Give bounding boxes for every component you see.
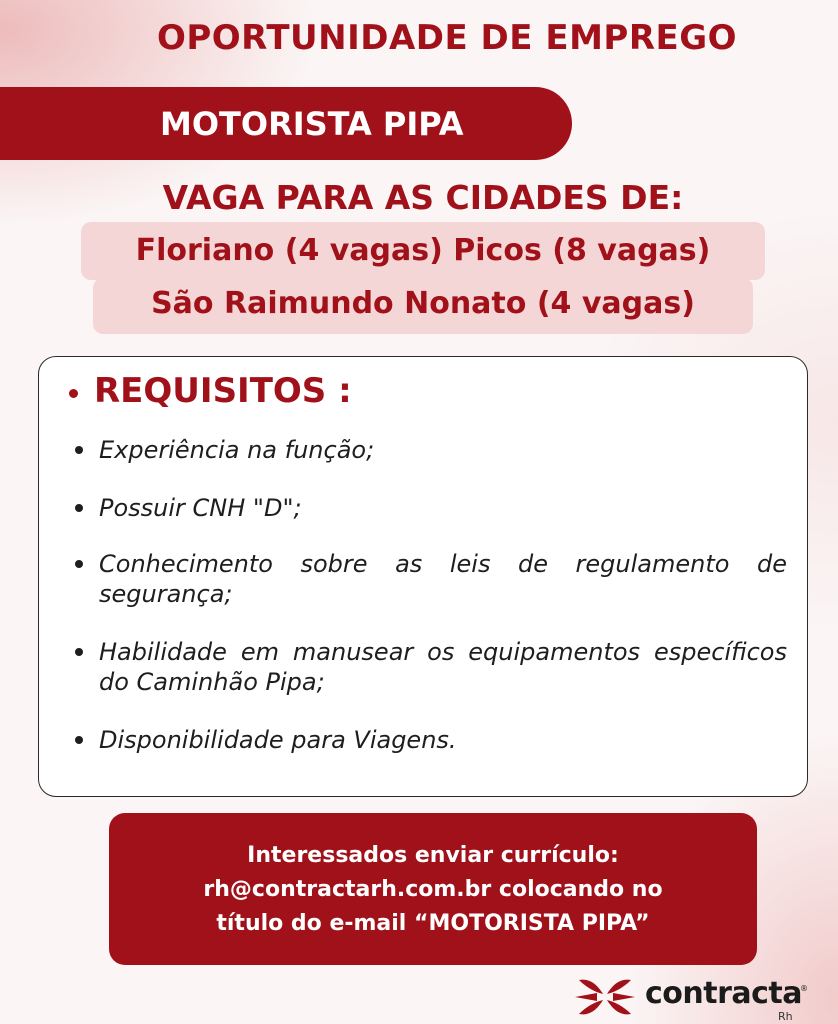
list-item xyxy=(75,637,787,697)
cities-box xyxy=(81,222,765,334)
contracta-logo-icon xyxy=(575,974,635,1020)
requirements-heading xyxy=(69,371,352,411)
list-item xyxy=(75,725,787,755)
requirements-card xyxy=(38,356,808,797)
cities-line-2: São Raimundo Nonato (4 vagas) xyxy=(93,278,753,334)
contact-line-1: Interessados enviar currículo: xyxy=(247,843,619,868)
role-title: MOTORISTA PIPA xyxy=(160,105,464,143)
bullet-icon xyxy=(75,648,83,656)
contact-box xyxy=(109,813,757,965)
contact-email-line[interactable]: rh@contractarh.com.br colocando no xyxy=(203,877,663,902)
bullet-icon xyxy=(69,389,78,398)
registered-mark: ® xyxy=(800,984,808,993)
list-item xyxy=(75,435,787,465)
bullet-icon xyxy=(75,736,83,744)
bullet-icon xyxy=(75,446,83,454)
logo-wordmark: contracta xyxy=(645,976,802,1011)
requirements-title: REQUISITOS : xyxy=(94,371,352,411)
bullet-icon xyxy=(75,504,83,512)
contact-line-3: título do e-mail “MOTORISTA PIPA” xyxy=(216,911,650,936)
page-title: OPORTUNIDADE DE EMPREGO xyxy=(156,18,738,58)
contracta-logo xyxy=(575,972,815,1022)
cities-heading: VAGA PARA AS CIDADES DE: xyxy=(162,178,684,217)
requirement-text: Habilidade em manusear os equipamentos específicos do Caminhão Pipa; xyxy=(99,638,787,696)
list-item xyxy=(75,549,787,609)
requirement-text: Disponibilidade para Viagens. xyxy=(99,726,457,754)
logo-subtitle: Rh xyxy=(778,1010,793,1023)
bullet-icon xyxy=(75,560,83,568)
list-item xyxy=(75,493,787,523)
requirement-text: Experiência na função; xyxy=(99,436,375,464)
requirement-text: Possuir CNH "D"; xyxy=(99,494,302,522)
requirement-text: Conhecimento sobre as leis de regulamento de segurança; xyxy=(99,550,787,608)
cities-line-1: Floriano (4 vagas) Picos (8 vagas) xyxy=(81,222,765,280)
role-banner xyxy=(0,87,572,160)
